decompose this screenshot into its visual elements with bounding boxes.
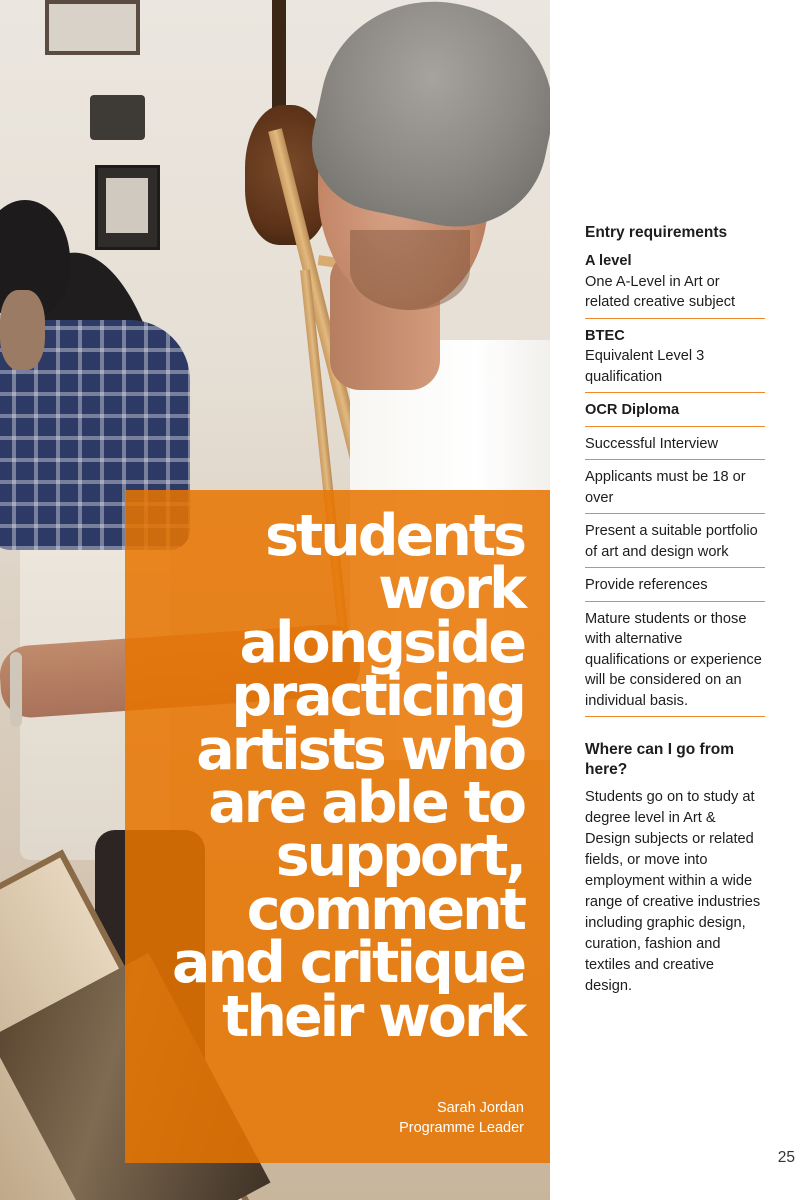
quote-line: support, [275, 823, 524, 890]
quote-line: comment [246, 876, 524, 943]
progression-heading: Where can I go from here? [585, 741, 734, 778]
requirement-body: Present a suitable portfolio of art and design work [585, 523, 758, 560]
quote-line: work [378, 556, 524, 623]
wall-picture-frame [95, 165, 160, 250]
man-beard [350, 230, 470, 310]
quote-line: are able to [208, 770, 524, 837]
requirement-item [585, 251, 765, 319]
quote-line: their work [222, 983, 524, 1050]
guitar-neck [272, 0, 286, 120]
quote-box [125, 490, 550, 1163]
requirement-body: Applicants must be 18 or over [585, 469, 746, 506]
quote-line: and critique [172, 930, 524, 997]
requirement-item [585, 609, 765, 718]
requirement-body: Mature students or those with alternative qualifications or experience will be considered on an individual basis. [585, 610, 762, 709]
wall-sign [90, 95, 145, 140]
page-number: 25 [777, 1149, 795, 1166]
quote-author: Sarah Jordan [436, 1100, 524, 1116]
requirement-head: BTEC [585, 327, 625, 344]
requirement-body: Equivalent Level 3 qualification [585, 348, 705, 385]
requirement-head: A level [585, 253, 632, 269]
requirement-item [585, 575, 765, 602]
entry-requirements-heading: Entry requirements [585, 224, 728, 241]
requirement-body: Provide references [585, 577, 708, 593]
requirement-head: OCR Diploma [585, 402, 680, 418]
progression-text: Students go on to study at degree level in Art & Design subjects or related fields, or move into employment within a wide range of creative industries including graphic design, curation, fashion and textiles and creative design. [585, 789, 761, 994]
requirement-item [585, 326, 765, 394]
quote-line: practicing [231, 663, 524, 730]
woman-face [0, 290, 45, 370]
requirement-body: One A-Level in Art or related creative subject [585, 273, 736, 310]
requirement-item [585, 467, 765, 514]
quote-role: Programme Leader [399, 1119, 524, 1136]
requirement-body: Successful Interview [585, 435, 719, 452]
quote-line: students [265, 503, 524, 569]
requirement-item [585, 521, 765, 568]
pull-quote [104, 503, 524, 1050]
quote-line: alongside [239, 609, 524, 676]
requirement-item [585, 400, 765, 427]
quote-line: artists who [196, 716, 524, 783]
bracelet [10, 652, 22, 727]
quote-attribution [399, 1099, 524, 1138]
wall-picture-frame [45, 0, 140, 55]
info-sidebar [585, 223, 765, 997]
requirement-item [585, 434, 765, 461]
